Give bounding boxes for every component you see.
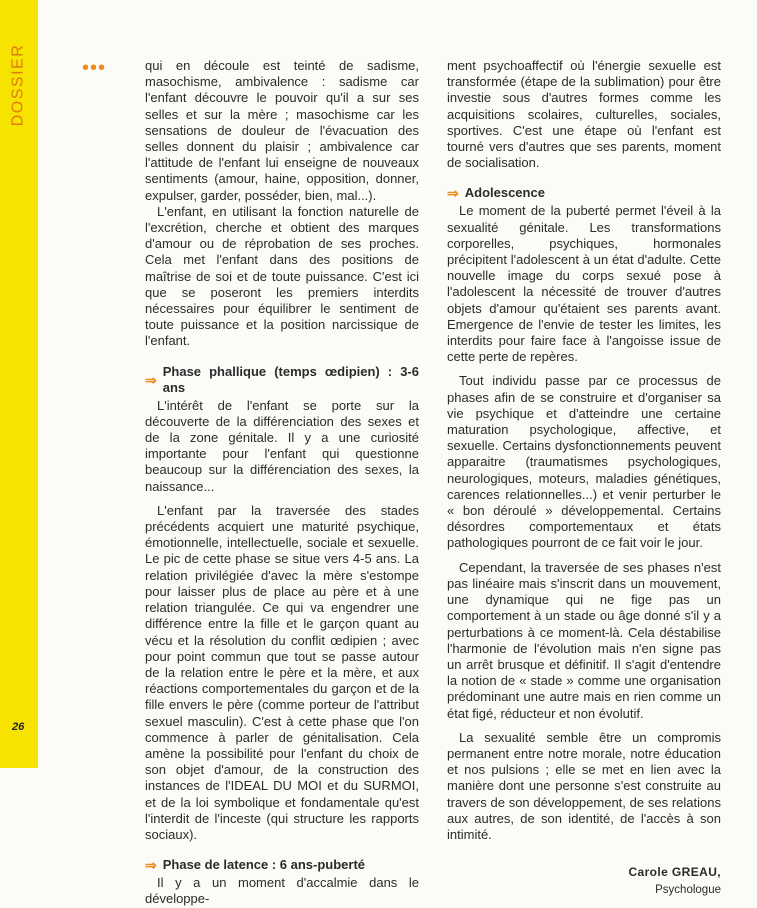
heading-text: Adolescence [464,185,545,201]
author-name: Carole GREAU, [628,865,721,880]
right-column [447,58,721,899]
section-heading [145,364,419,396]
paragraph: Tout individu passe par ce processus de phases afin de se construire et d'organiser sa vie psychique et d'atteindre une certaine maturation psychologique, affective, et sexuelle. Certains dysfonctionnements peuvent apparaitre (traumatismes psychologiques, neurologiques, moteurs, maladies génétiques, carences relationnelles...) et venir perturber le « bon déroulé » développemental. Certains désordres comportementaux et états pathologiques pourront de ce fait voir le jour. [447,373,721,551]
double-arrow-icon: ⇒ [447,185,459,202]
double-arrow-icon: ⇒ [145,371,157,388]
heading-text: Phase de latence : 6 ans-puberté [162,857,366,873]
paragraph: qui en découle est teinté de sadisme, masochisme, ambivalence : sadisme car l'enfant découvre le pouvoir qu'il a sur ses selles et sur la mère ; masochisme car les sensations de douleur de l'évacuation des selles donnent du plaisir ; ambivalence car l'attitude de l'enfant lui enseigne de nouveaux sentiments (amour, haine, opposition, donner, expulser, garder, posséder, bien, mal...). [145,58,419,203]
paragraph: Il y a un moment d'accalmie dans le développe- [145,875,419,907]
paragraph: La sexualité semble être un compromis permanent entre notre morale, notre éducation et nos pulsions ; elle se met en lien avec la manière dont une personne s'est construite au travers de son développement, de ses relations aux autres, de son identité, de l'accès à son intimité. [447,729,721,842]
bullet-dots-icon: ••• [82,57,107,79]
section-label [4,30,32,140]
paragraph: Le moment de la puberté permet l'éveil à la sexualité génitale. Les transformations corporelles, psychiques, hormonales précipitent l'adolescent à un état d'adulte. Cette nouvelle image du corps sexué pose à l'adolescent la nécessité de trouver d'autres objets d'amour qu'étaient ses parents avant. Emergence de l'envie de tester les limites, les interdits pour faire face à l'angoisse issue de cette perte de repères. [447,203,721,365]
author-role: Psychologue [655,884,721,897]
section-heading [447,185,721,201]
paragraph: L'enfant par la traversée des stades précédents acquiert une maturité psychique, émotionnelle, intellectuelle, sociale et sexuelle. Le pic de cette phase se situe vers 4-5 ans. La relation privilégiée d'avec la mère s'estompe pour laisser plus de place au père et à une relation triangulée. Ce qui va engendrer une différence entre la fille et le garçon quant au vécu et la résolution du conflit œdipien ; avec pour point commun que tout se passe autour de la relation entre le père et la mère, et aux réactions comportementales du garçon et de la fille envers le père (comme porteur de l'attribut sexuel masculin). C'est à cette phase que l'on commence à parler de génitalisation. Cela amène la possibilité pour l'enfant du choix de son objet d'amour, de la construction des instances de l'IDEAL DU MOI et du SURMOI, et de la loi symbolique et fondamentale qu'est l'interdit de l'inceste (qui structure les rapports sociaux). [145,502,419,842]
section-heading [145,857,419,873]
section-sidebar [0,0,38,768]
double-arrow-icon: ⇒ [145,857,157,874]
heading-text: Phase phallique (temps œdipien) : 3-6 ans [162,363,419,395]
left-column [145,58,419,908]
paragraph: L'intérêt de l'enfant se porte sur la découverte de la différenciation des sexes et de la zone génitale. Il y a une curiosité importante pour l'enfant qui questionne beaucoup sur la différenciation des sexes, la naissance... [145,397,419,494]
paragraph: Cependant, la traversée de ses phases n'est pas linéaire mais s'inscrit dans un mouvement, une dynamique qui ne fige pas un comportement à un stade ou âge donné s'il y a perturbations à ce moment-là. Cela déstabilise l'harmonie de l'évolution mais n'en signe pas un arrêt brusque et définitif. Il s'agit d'entendre la notion de « stade » comme une organisation prédominant une autre mais en rien comme un état figé, réducteur et non évolutif. [447,559,721,721]
paragraph: L'enfant, en utilisant la fonction naturelle de l'excrétion, cherche et obtient des marques d'amour ou de réprobation de ses proches. Cela met l'enfant dans des positions de maîtrise de soi et de toute puissance. C'est ici que se poseront les premiers interdits nécessaires pour équilibrer le sentiment de toute puissance et la position narcissique de l'enfant. [145,203,419,349]
author-signature [447,863,721,899]
page-number: 26 [12,721,25,733]
paragraph: ment psychoaffectif où l'énergie sexuelle est transformée (étape de la sublimation) pour être investie sous d'autres formes comme les acquisitions scolaires, culturelles, sociales, sportives. C'est une étape où l'enfant est tourné vers d'autres que ses parents, moment de socialisation. [447,58,721,171]
section-title: DOSSIER [9,43,27,127]
